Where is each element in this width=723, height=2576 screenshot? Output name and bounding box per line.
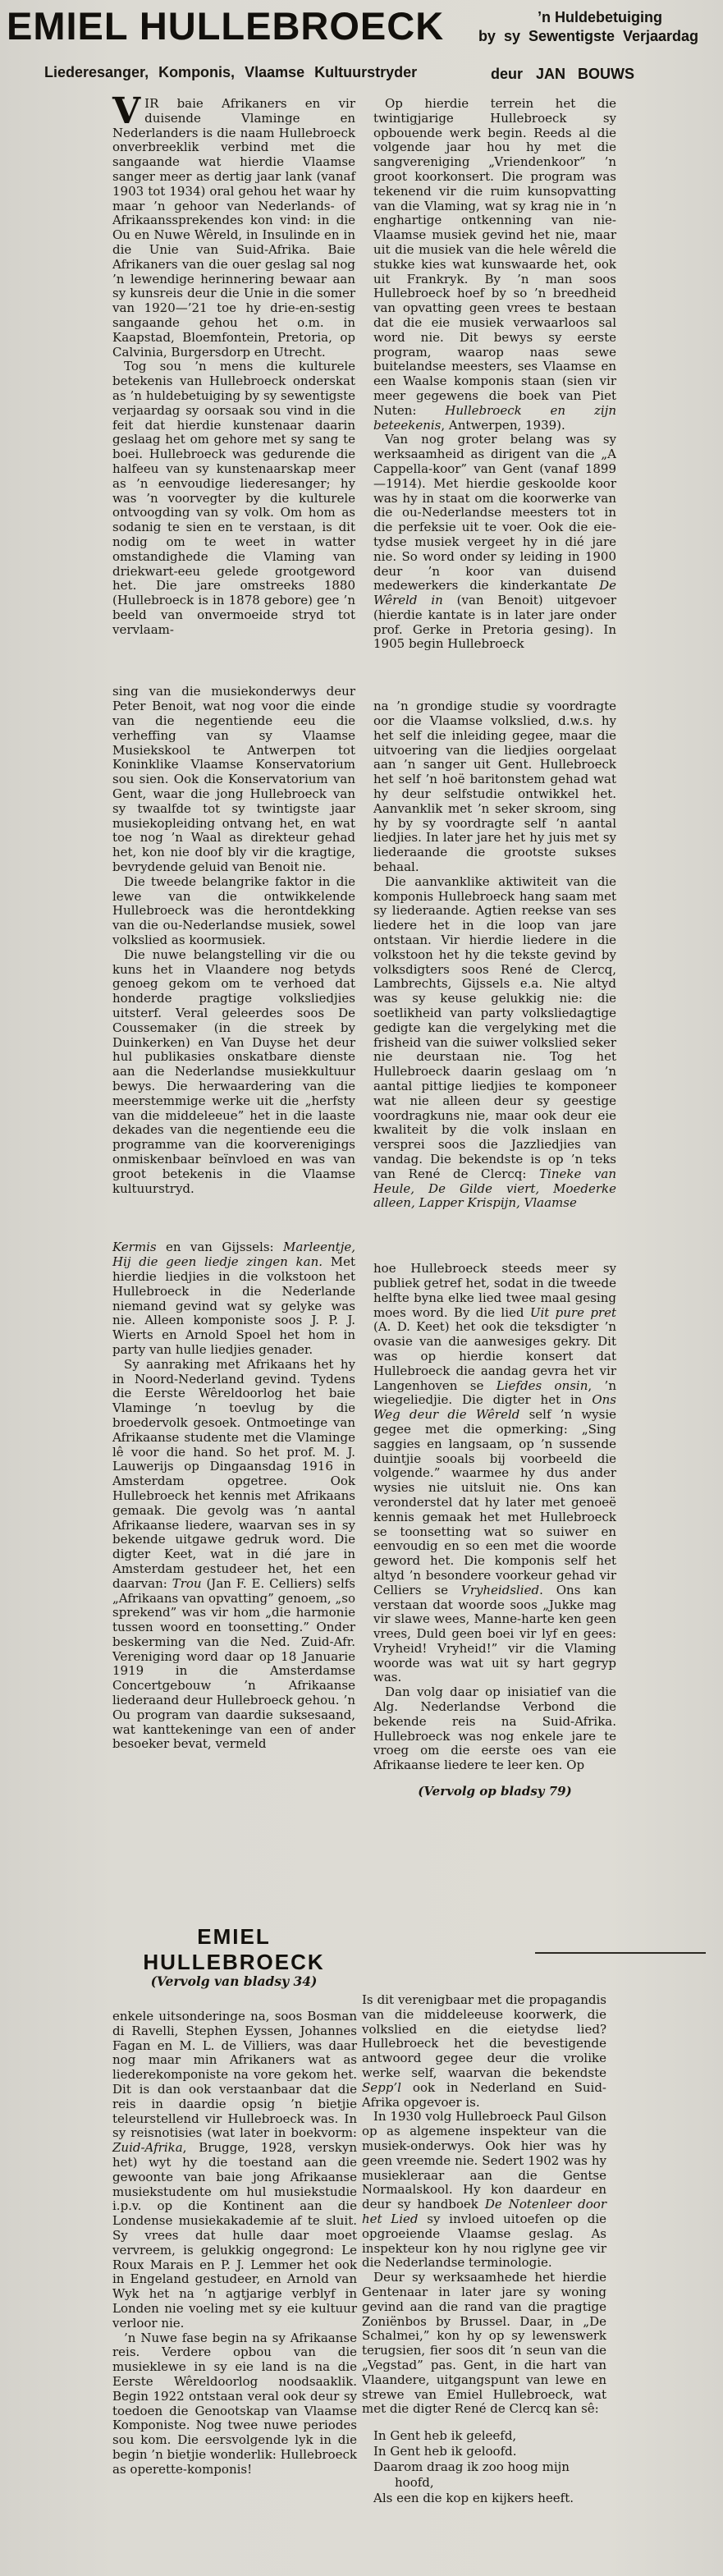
verse-line: Als een die kop en kijkers heeft. xyxy=(373,2491,574,2506)
body-paragraph: enkele uitsonderinge na, soos Bosman di Ravelli, Stephen Eyssen, Johannes Fagan en M. L. de Villiers, was daar nog maar min Afrikaners wat as liederekomponiste na vore gekom het. Dit is dan ook verstaanbaar dat die reis in daardie opsig ’n bietjie teleurstellend vir Hullebroeck was. In sy reisnotisies (wat later in boekvorm: Zuid-Afrika, Brugge, 1928, verskyn het) wyt hy die toestand aan die gewoonte van baie jong Afrikaanse musiekstudente om hul musiekstudie i.p.v. op die Kontinent aan die Londense musiekakademie af te sluit. Sy vrees dat hulle daar moet vervreem, is gelukkig ongegrond: Le Roux Marais en P. J. Lemmer het ook in Engeland gestudeer, en Arnold van Wyk het na ’n agtjarige verblyf in Londen nie voeling met sy eie kultuur verloor nie. xyxy=(112,2009,357,2331)
tribute-line-1: ’n Huldebetuiging xyxy=(538,9,662,25)
body-paragraph: Dan volg daar op inisiatief van die Alg. Nederlandse Verbond die bekende reis na Suid-Afrika. Hullebroeck was nog enkele jare te vroeg om die eerste oes van eie Afrikaanse liedere te leer ken. Op xyxy=(373,1684,616,1773)
body-paragraph: Tog sou ’n mens die kulturele betekenis van Hullebroeck onderskat as ’n huldebetuiging by sy sewentigste verjaardag sy oorsaak sou vind in die feit dat hierdie kunstenaar daarin geslaag het om gehore met sy sang te boei. Hullebroeck was gedurende die halfeeu van sy kunstenaarskap meer as ’n eenvoudige liederesanger; hy was ’n voorvegter by die kulturele ontvoogding van sy volk. Om hom as sodanig te sien en te verstaan, is dit nodig om te weet in watter omstandighede die Vlaming van driekwart-eeu gelede grootgeword het. Die jare omstreeks 1880 (Hullebroeck is in 1878 gebore) gee ’n beeld van onvermoeide stryd tot vervlaam- xyxy=(112,359,355,637)
body-paragraph: Is dit verenigbaar met die propagandis van die middeleeuse koorwerk, die volkslied en die eietydse lied? Hullebroeck het die bevestigende antwoord gegee deur die vrolike werke self, waarvan die bekendste Sepp’l ook in Nederland en Suid-Afrika opgevoer is. xyxy=(362,1992,606,2110)
body-paragraph: Van nog groter belang was sy werksaamheid as dirigent van die „A Cappella-koor” van Gent (vanaf 1899—1914). Met hierdie geskoolde koor was hy in staat om die koorwerke van die ou-Nederlandse meesters tot in die perfeksie uit te voer. Ook die eie-tydse musiek vergeet hy in dié jare nie. So word onder sy leiding in 1900 deur ’n koor van duisend medewerkers die kinderkantate De Wêreld in (van Benoit) uitgevoer (hierdie kantate is in later jare onder prof. Gerke in Pretoria gesing). In 1905 begin Hullebroeck xyxy=(373,432,616,652)
verse-quote xyxy=(362,2428,606,2506)
article-subtitle: Liederesanger, Komponis, Vlaamse Kultuurstryder xyxy=(44,64,418,80)
continuation-heading: EMIEL HULLEBROECK xyxy=(143,1924,325,1974)
page-title: EMIEL HULLEBROECK xyxy=(7,4,445,48)
body-paragraph: Die tweede belangrike faktor in die lewe van die ontwikkelende Hullebroeck was die herontdekking van die ou-Nederlandse musiek, sowel volkslied as koormusiek. xyxy=(112,873,355,948)
main-column-1 xyxy=(112,90,355,1752)
body-paragraph: Die aanvanklike aktiwiteit van die komponis Hullebroeck hang saam met sy liederaande. Agtien reekse van ses liedere het in die loop van jare ontstaan. Vir hierdie liedere in die volkstoon het hy die tekste gevind by volksdigters soos René de Clercq, Lambrechts, Gijssels e.a. Nie altyd was sy keuse gelukkig nie: die soetlikheid van party volksliedagtige gedigte kan die vergelyking met die frisheid van die suiwer volkslied seker nie deurstaan nie. Tog het Hullebroeck daarin geslaag om ’n aantal pittige liedjies te komponeer wat nie alleen deur sy geestige voordragkuns nie, maar ook deur eie kwaliteit by die volk inslaan en versprei soos die Jazzliedjies van vandag. Die bekendste is op ’n teks van René de Clercq: Tineke van Heule, De Gilde viert, Moederke alleen, Lapper Krispijn, Vlaamse xyxy=(373,873,617,1211)
byline-author: JAN BOUWS xyxy=(536,66,635,82)
body-paragraph: Sy aanraking met Afrikaans het hy in Noord-Nederland gevind. Tydens die Eerste Wêreldoorlog het baie Vlaminge ’n toevlug by die broedervolk gesoek. Ontmoetinge van Afrikaanse studente met die Vlaminge lê voor die hand. So het prof. M. J. Lauwerijs op Dingaansdag 1916 in Amsterdam opgetree. Ook Hullebroeck het kennis met Afrikaans gemaak. Die gevolg was ’n aantal Afrikaanse liedere, waarvan ses in sy bekende uitgawe gedruk word. Die digter Keet, wat in dié jare in Amsterdam gestudeer het, het een daarvan: Trou (Jan F. E. Celliers) selfs „Afrikaans van opvatting” genoem, „so sprekend” was vir hom „die harmonie tussen woord en toonsetting.” Onder beskerming van die Ned. Zuid-Afr. Vereniging word daar op 18 Januarie 1919 in die Amsterdamse Concertgebouw ’n Afrikaanse liederaand deur Hullebroeck gehou. ’n Ou program van daardie suksesaand, wat kanttekeninge van een of ander besoeker bevat, vermeld xyxy=(112,1356,355,1752)
verse-line: In Gent heb ik geleefd, xyxy=(373,2428,517,2444)
tribute-line-2: by sy Sewentigste Verjaardag xyxy=(478,28,699,44)
column1-block-1 xyxy=(112,90,355,637)
body-paragraph: hoe Hullebroeck steeds meer sy publiek getref het, sodat in die tweede helfte byna elke lied twee maal gesing moes word. By die lied Uit pure pret (A. D. Keet) het ook die teksdigter ’n ovasie van die aanwesiges gekry. Dit was op hierdie konsert dat Hullebroeck die aandag gevra het vir Langenhoven se Liefdes onsin, ’n wiegeliedjie. Die digter het in Ons Weg deur die Wêreld self ’n wysie gegee met die opmerking: „Sing saggies en langsaam, op ’n sussende duintjie sooals bij voorbeeld die volgende.” waarmee hy dus ander wysies nie uitsluit nie. Ons kan veronderstel dat hy later met genoeë kennis gemaak het met Hullebroeck se toonsetting wat so suiwer en eenvoudig en so een met die woorde geword het. Die komponis self het altyd ’n besondere voorkeur gehad vir Celliers se Vryheidslied. Ons kan verstaan dat woorde soos „Jukke mag vir slawe wees, Manne-harte ken geen vrees, Duld geen boei vir lyf en gees: Vryheid! Vryheid!” vir die Vlaming woorde was wat uit sy hart gegryp was. xyxy=(373,1261,617,1685)
separator-rule xyxy=(535,1952,706,1954)
body-paragraph: Op hierdie terrein het die twintigjarige Hullebroeck sy opbouende werk begin. Reeds al die volgende jaar hou hy met die sangvereniging „Vriendenkoor” ’n groot koorkonsert. Die program was tekenend vir die ruim kunsopvatting van die Vlaming, wat sy krag nie in ’n enghartige ontkenning van nie-Vlaamse musiek gevind het nie, maar uit die musiek van die hele wêreld die stukke kies wat kunswaarde het, ook uit Frankryk. By ’n man soos Hullebroeck hoef by so ’n breedheid van opvatting geen vrees te bestaan dat die eie musiek verwaarloos sal word nie. Dit bewys sy eerste program, waarop naas sewe buitelandse meesters, ses Vlaamse en een Waalse komponis staan (sien vir meer gegewens die boek van Piet Nuten: Hullebroeck en zijn beteekenis, Antwerpen, 1939). xyxy=(373,96,616,433)
verse-line: Daarom draag ik zoo hoog mijn hoofd, xyxy=(373,2459,570,2491)
main-column-2 xyxy=(373,97,616,1799)
body-paragraph: Die nuwe belangstelling vir die ou kuns het in Vlaandere nog betyds genoeg gekom om te verhoed dat honderde pragtige volksliedjies uitsterf. Veral geleerdes soos De Coussemaker (in die streek by Duinkerken) en Van Duyse het deur hul publikasies onskatbare dienste aan die Nederlandse musiekkultuur bewys. Die herwaardering van die meerstemmige werke uit die „herfsty van die middeleeue” het in die laaste dekades van die negentiende eeu die programme van die koorverenigings onmiskenbaar beïnvloed en was van groot betekenis in die Vlaamse kultuurstryd. xyxy=(112,947,355,1196)
column1-block-2 xyxy=(112,685,355,1196)
drop-cap: V xyxy=(112,90,141,132)
continuation-column-2 xyxy=(362,1993,606,2506)
continuation-subheading: (Vervolg van bladsy 34) xyxy=(150,1973,318,1989)
tribute-heading xyxy=(456,8,721,46)
body-paragraph: sing van die musiekonderwys deur Peter Benoit, wat nog voor die einde van die negentiende eeu die verheffing van sy Vlaamse Musiekskool te Antwerpen tot Koninklike Vlaamse Konservatorium sou sien. Ook die Konservatorium van Gent, waar die jong Hullebroeck van sy twaalfde tot sy twintigste jaar musiekopleiding ontvang het, en wat toe nog ’n Waal as direkteur gehad het, kon nie doof bly vir die kragtige, bevrydende geluid van Benoit nie. xyxy=(112,684,355,875)
body-paragraph: ’n Nuwe fase begin na sy Afrikaanse reis. Verdere opbou van die musieklewe in sy eie land is na die Eerste Wêreldoorlog noodsaaklik. Begin 1922 ontstaan veral ook deur sy toedoen die Genootskap van Vlaamse Komponiste. Nog twee nuwe periodes sou kom. Die eersvolgende lyk in die begin ’n bietjie wonderlik: Hullebroeck as operette-komponis! xyxy=(112,2330,357,2477)
column2-block-3 xyxy=(373,1262,616,1799)
column2-block-1 xyxy=(373,97,616,652)
body-paragraph: na ’n grondige studie sy voordragte oor die Vlaamse volkslied, d.w.s. hy het self die inleiding gegee, maar die uitvoering van die liedjies oorgelaat aan ’n sanger uit Gent. Hullebroeck het self ’n hoë baritonstem gehad wat hy deur selfstudie ontwikkel het. Aanvanklik met ’n seker skroom, sing hy by sy voordragte self ’n aantal liedjies. In later jare het hy juis met sy liederaande die grootste sukses behaal. xyxy=(373,699,616,875)
body-paragraph: VIR baie Afrikaners en vir duisende Vlaminge en Nederlanders is die naam Hullebroeck onverbreeklik verbind met die sangaande wat hierdie Vlaamse sanger meer as dertig jaar lank (vanaf 1903 tot 1934) oral gehou het waar hy maar ’n gehoor van Nederlands- of Afrikaanssprekendes kon vind: in die Ou en Nuwe Wêreld, in Insulinde en in die Unie van Suid-Afrika. Baie Afrikaners van die ouer geslag sal nog ’n lewendige herinnering bewaar aan sy kunsreis deur die Unie in die somer van 1920—’21 toe hy drie-en-sestig sangaande gehou het o.m. in Kaapstad, Bloemfontein, Pretoria, op Calvinia, Burgersdorp en Utrecht. xyxy=(112,90,355,360)
verse-line: In Gent heb ik geloofd. xyxy=(373,2444,517,2459)
column1-block-3 xyxy=(112,1240,355,1752)
byline-prefix: deur xyxy=(491,66,524,82)
body-paragraph: In 1930 volg Hullebroeck Paul Gilson op as algemene inspekteur van die musiek-onderwys. Ook hier was hy geen vreemde nie. Sedert 1902 was hy musiekleraar aan die Gentse Normaalskool. Hy kon daardeur en deur sy handboek De Notenleer door het Lied sy invloed uitoefen op die opgroeiende Vlaamse geslag. As inspekteur kon hy nou riglyne gee vir die Nederlandse terminologie. xyxy=(362,2109,606,2271)
body-paragraph: (Vervolg op bladsy 79) xyxy=(418,1784,572,1799)
continuation-column-1 xyxy=(112,2010,357,2477)
column2-block-2 xyxy=(373,699,616,1211)
body-paragraph: Deur sy werksaamhede het hierdie Gentenaar in later jare sy woning gevind aan die rand van die pragtige Zoniënbos by Brussel. Daar, in „De Schalmei,” kon hy op sy lewenswerk terugsien, fier soos dit ’n seun van die „Vegstad” pas. Gent, in die hart van Vlaandere, uitgangspunt van lewe en strewe van Emiel Hullebroeck, wat met die digter René de Clercq kan sê: xyxy=(362,2270,606,2417)
byline xyxy=(491,66,634,83)
body-paragraph: Kermis en van Gijssels: Marleentje, Hij die geen liedje zingen kan. Met hierdie liedjies in die volkstoon het Hullebroeck in die Nederlande niemand gevind wat sy gelyke was nie. Alleen komponiste soos J. P. J. Wierts en Arnold Spoel het hom in party van hulle liedjies genader. xyxy=(112,1240,355,1357)
continuation-column-2-text xyxy=(362,1993,606,2417)
